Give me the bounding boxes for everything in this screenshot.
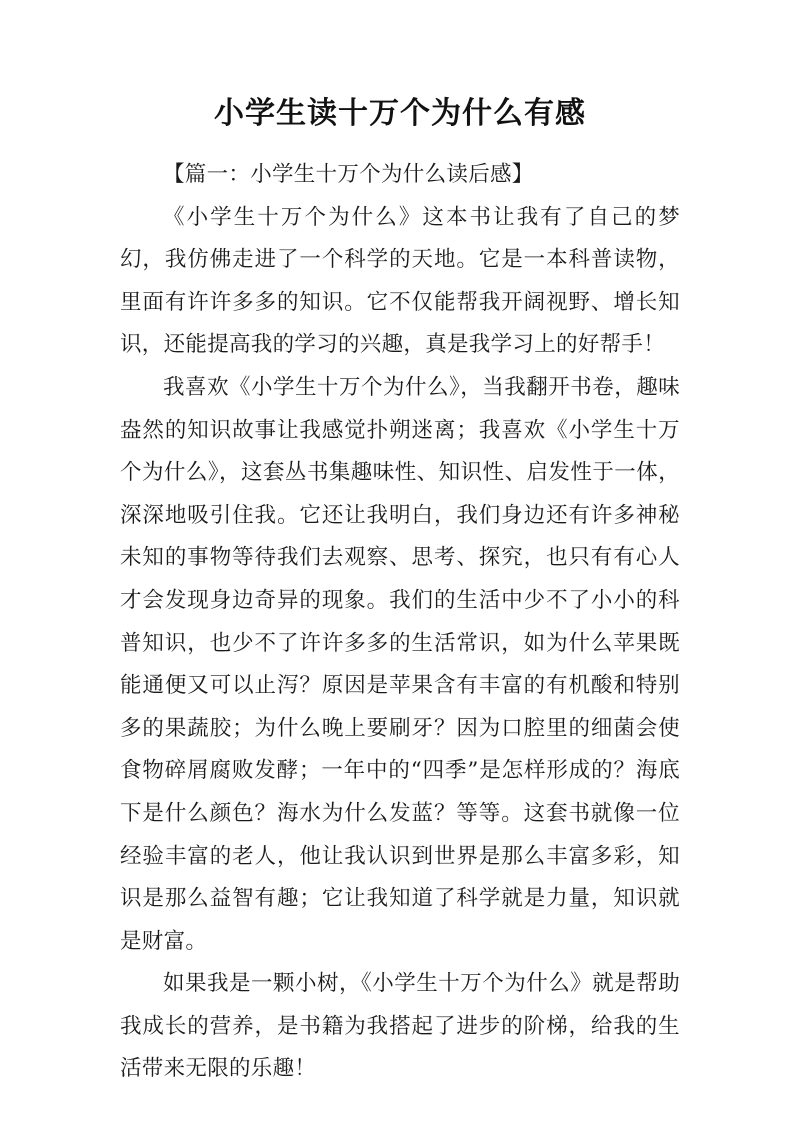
paragraph-1: 《小学生十万个为什么》这本书让我有了自己的梦幻，我仿佛走进了一个科学的天地。它是一本科普读物，里面有许许多多的知识。它不仅能帮我开阔视野、增长知识，还能提高我的学习的兴趣，真是我学习上的好帮手！ bbox=[120, 204, 680, 358]
paragraph-3: 如果我是一颗小树，《小学生十万个为什么》就是帮助我成长的营养，是书籍为我搭起了进步的阶梯，给我的生活带来无限的乐趣！ bbox=[120, 971, 680, 1082]
paragraph-2: 我喜欢《小学生十万个为什么》，当我翻开书卷，趣味盎然的知识故事让我感觉扑朔迷离；我喜欢《小学生十万个为什么》，这套丛书集趣味性、知识性、启发性于一体，深深地吸引住我。它还让我明白，我们身边还有许多神秘未知的事物等待我们去观察、思考、探究，也只有有心人才会发现身边奇异的现象。我们的生活中少不了小小的科普知识，也少不了许许多多的生活常识，如为什么苹果既能通便又可以止泻？原因是苹果含有丰富的有机酸和特别多的果蔬胶；为什么晚上要刷牙？因为口腔里的细菌会使食物碎屑腐败发酵；一年中的“四季”是怎样形成的？海底下是什么颜色？海水为什么发蓝？等等。这套书就像一位经验丰富的老人，他让我认识到世界是那么丰富多彩，知识是那么益智有趣；它让我知道了科学就是力量，知识就是财富。 bbox=[120, 374, 680, 954]
document-title: 小学生读十万个为什么有感 bbox=[214, 96, 586, 131]
document-body bbox=[120, 154, 680, 1091]
section-heading: 【篇一：小学生十万个为什么读后感】 bbox=[163, 162, 534, 187]
